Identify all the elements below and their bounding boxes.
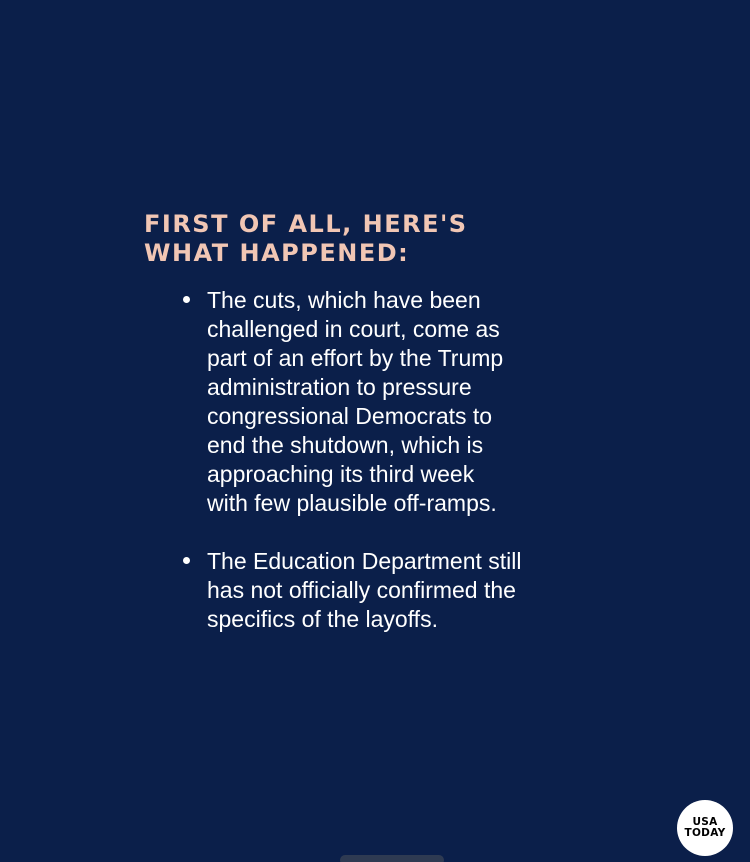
bullet-text-line: has not officially confirmed the	[207, 577, 516, 603]
bullet-item	[183, 547, 603, 634]
bullet-text-line: approaching its third week	[207, 461, 475, 487]
bullet-text-line: administration to pressure	[207, 374, 472, 400]
logo-text-line: USA	[692, 816, 718, 828]
bullet-list	[183, 286, 603, 663]
bullet-dot-icon	[183, 557, 190, 564]
bullet-text-line: part of an effort by the Trump	[207, 345, 504, 371]
bullet-text-line: challenged in court, come as	[207, 316, 500, 342]
section-heading-line: WHAT HAPPENED:	[144, 239, 410, 267]
bullet-dot-icon	[183, 296, 190, 303]
bullet-text-line: with few plausible off-ramps.	[207, 490, 497, 516]
bullet-text-line: congressional Democrats to	[207, 403, 493, 429]
usa-today-logo	[677, 800, 733, 856]
home-indicator[interactable]	[340, 855, 444, 862]
section-heading-line: FIRST OF ALL, HERE'S	[144, 210, 468, 238]
bullet-text-line: The Education Department still	[207, 548, 522, 574]
bullet-text-line: specifics of the layoffs.	[207, 606, 438, 632]
bullet-item	[183, 286, 603, 518]
bullet-text-line: end the shutdown, which is	[207, 432, 484, 458]
bullet-text-line: The cuts, which have been	[207, 287, 481, 313]
logo-text-line: TODAY	[684, 827, 726, 839]
section-heading	[144, 210, 604, 268]
